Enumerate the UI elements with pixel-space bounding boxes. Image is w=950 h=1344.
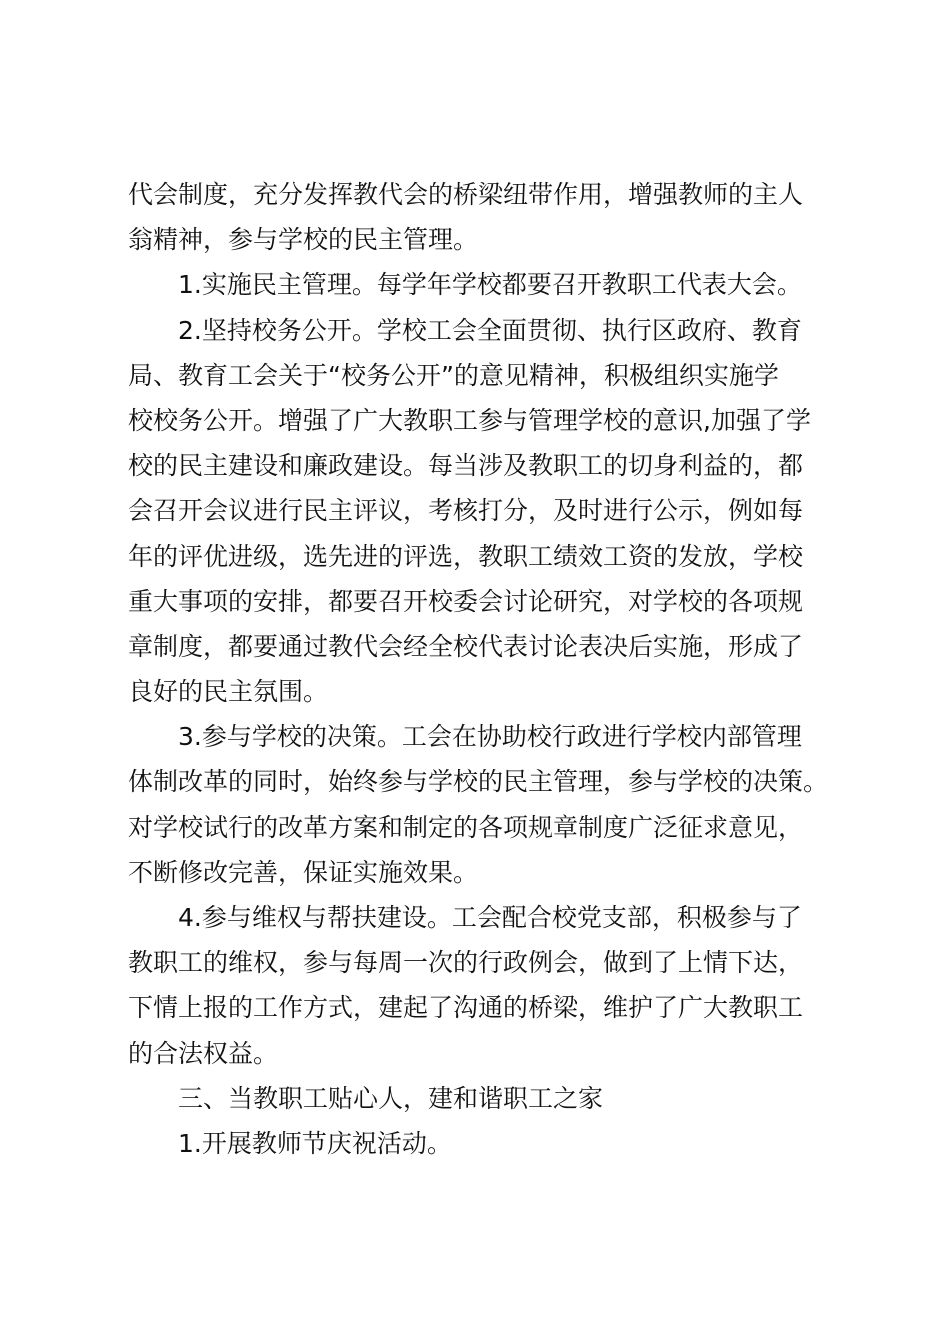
text-line: 下情上报的工作方式，建起了沟通的桥梁，维护了广大教职工 [128, 993, 804, 1023]
section-heading [128, 1076, 838, 1121]
text-line: 年的评优进级，选先进的评选，教职工绩效工资的发放，学校 [128, 541, 804, 571]
paragraph-item-3 [128, 714, 838, 895]
paragraph-continuation [128, 172, 838, 262]
paragraph-item-2 [128, 308, 838, 715]
text-line: 代会制度，充分发挥教代会的桥梁纽带作用，增强教师的主人 [128, 180, 804, 209]
text-line: 1.开展教师节庆祝活动。 [178, 1128, 452, 1158]
text-line: 良好的民主氛围。 [128, 677, 329, 707]
text-line: 2.坚持校务公开。学校工会全面贯彻、执行区政府、教育 [178, 315, 802, 345]
text-line: 会召开会议进行民主评议，考核打分，及时进行公示，例如每 [128, 496, 804, 526]
text-line: 1.实施民主管理。每学年学校都要召开教职工代表大会。 [178, 270, 802, 300]
text-line: 重大事项的安排，都要召开校委会讨论研究，对学校的各项规 [128, 586, 804, 616]
text-line: 章制度，都要通过教代会经全校代表讨论表决后实施，形成了 [128, 631, 804, 661]
paragraph-item-6 [128, 1121, 838, 1166]
text-line: 校的民主建设和廉政建设。每当涉及教职工的切身利益的，都 [128, 451, 804, 481]
text-line: 局、教育工会关于“校务公开”的意见精神，积极组织实施学 [128, 360, 779, 390]
text-line: 4.参与维权与帮扶建设。工会配合校党支部，积极参与了 [178, 903, 802, 932]
text-line: 对学校试行的改革方案和制定的各项规章制度广泛征求意见， [128, 812, 804, 842]
document-body [128, 172, 838, 1166]
paragraph-item-1 [128, 262, 838, 307]
text-line: 校校务公开。增强了广大教职工参与管理学校的意识,加强了学 [128, 405, 811, 435]
text-line: 不断修改完善，保证实施效果。 [128, 857, 479, 887]
text-line: 3.参与学校的决策。工会在协助校行政进行学校内部管理 [178, 722, 802, 752]
text-line: 翁精神，参与学校的民主管理。 [128, 225, 479, 255]
heading-line: 三、当教职工贴心人，建和谐职工之家 [178, 1083, 604, 1113]
text-line: 教职工的维权，参与每周一次的行政例会，做到了上情下达， [128, 948, 804, 978]
paragraph-item-4 [128, 895, 838, 1076]
text-line: 体制改革的同时，始终参与学校的民主管理，参与学校的决策。 [128, 767, 829, 797]
text-line: 的合法权益。 [128, 1038, 279, 1068]
